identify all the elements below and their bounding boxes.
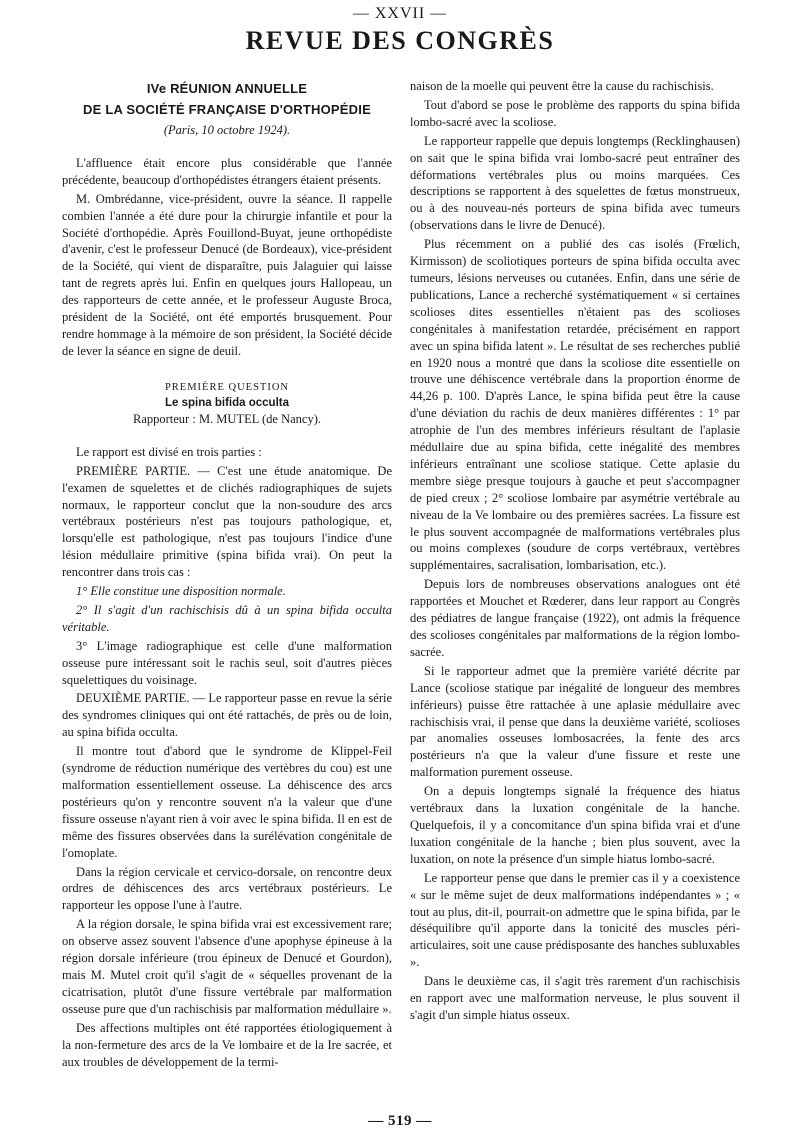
paragraph: naison de la moelle qui peuvent être la cause du rachischisis. xyxy=(410,79,714,93)
paragraph: Le rapport est divisé en trois parties : xyxy=(76,444,262,459)
paragraph: Tout d'abord se pose le problème des rapports du spina bifida lombo-sacré avec la scoliose. xyxy=(410,97,740,129)
paragraph: Si le rapporteur admet que la première variété décrite par Lance (scoliose statique par inégalité de longueur des membres inférieurs) puisse être rattachée à une aplasie médullaire avec rachischisis vrai, il pense que dans la deuxième variété, scolioses par anomalies osseuses lombosacrées, la fente des arcs postérieurs n'a que la valeur d'une fissure et reste une malformation purement osseuse. xyxy=(410,663,740,780)
list-item: 1° Elle constitue une disposition normale. xyxy=(76,584,286,599)
question-label: PREMIÈRE QUESTION xyxy=(164,381,290,393)
section-date: (Paris, 10 octobre 1924). xyxy=(163,123,291,137)
right-column xyxy=(410,78,740,1024)
paragraph: Depuis lors de nombreuses observations analogues ont été rapportées et Mouchet et Rœderer, dans leur rapport au Congrès des pédiatres de langue française (1922), ont admis la fréquence des scolioses congénitales par malformations de la région lombo-sacrée. xyxy=(410,577,740,659)
list-item: 3° L'image radiographique est celle d'une malformation osseuse pure intéressant soit le rachis seul, soit d'autres pièces squelettiques du voisinage. xyxy=(62,638,392,687)
section-title-line1: IVe RÉUNION ANNUELLE xyxy=(146,81,308,96)
paragraph: On a depuis longtemps signalé la fréquence des hiatus vertébraux dans la luxation congénitale de la hanche. Quelquefois, il y a concomitance d'un spina bifida vrai et d'une luxation congénitale de la hanche ; bien plus souvent, avec la luxation, on note la présence d'un simple hiatus lombo-sacré. xyxy=(410,784,740,866)
paragraph: L'affluence était encore plus considérable que l'année précédente, beaucoup d'orthopédistes étrangers étaient présents. xyxy=(62,155,392,187)
paragraph: Dans la région cervicale et cervico-dorsale, on rencontre deux ordres de déhiscences des arcs vertébraux postérieurs. Le rapporteur les oppose l'une à l'autre. xyxy=(62,864,392,913)
journal-title: REVUE DES CONGRÈS xyxy=(245,26,555,55)
paragraph: A la région dorsale, le spina bifida vrai est excessivement rare; on observe assez souvent l'absence d'une apophyse épineuse à la région dorsale inférieure (trou épineux de Denucé et Gourdon), mais M. Mutel croit qu'il s'agit de « séquelles provenant de la cicatrisation, plutôt d'une fissure vertébrale par malformation osseuse pure que d'un rachischisis par malformation médullaire ». xyxy=(62,917,392,1016)
paragraph: DEUXIÈME PARTIE. — Le rapporteur passe en revue la série des syndromes cliniques qui ont été rattachés, de près ou de loin, au spina bifida occulta. xyxy=(62,691,392,740)
paragraph: Le rapporteur rappelle que depuis longtemps (Recklinghausen) on sait que le spina bifida vrai lombo-sacré peut entraîner des déformations vertébrales plus ou moins marquées. Ces descriptions se rapportent à des squelettes de fœtus monstrueux, ou à des nouveau-nés porteurs de spina bifida avec tumeurs (observations dans le livre de Denucé). xyxy=(410,133,740,233)
section-title-line2: DE LA SOCIÉTÉ FRANÇAISE D'ORTHOPÉDIE xyxy=(83,102,371,117)
paragraph: Plus récemment on a publié des cas isolés (Frœlich, Kirmisson) de scoliotiques porteurs de spina bifida occulta avec tumeurs, lésions nerveuses ou cutanées. Enfin, dans une série de publications, Lance a recherché systématiquement « si certaines scolioses dites essentielles n'étaient pas des scolioses congénitales à manifestation retardée, précisément en rapport avec un spina bifida latent ». Le résultat de ses recherches publié en 1920 nous a montré que dans la scoliose dite essentielle on trouve une déhiscence vertébrale dans la proportion énorme de 44,26 p. 100. D'après Lance, le spina bifida peut être la cause d'une déviation du rachis de deux manières différentes : 1° par atrophie de l'un des membres inférieurs résultant de l'aplasie médullaire due au spina bifida, cette inégalité des membres inférieurs entraînant une scoliose statique. Cette aplasie du membre siège presque toujours à gauche et peut s'accompagner de pied creux ; 2° scoliose lombaire par asymétrie vertébrale au niveau de la Ve lombaire ou des premières sacrées. La fissure est le plus souvent accompagnée de malformations vertébrales plus ou moins complexes (soudure de corps vertébraux, vertèbres supplémentaires, sacralisation, lombarisation, etc.). xyxy=(410,237,740,573)
question-title: Le spina bifida occulta xyxy=(165,396,289,409)
paragraph: Le rapporteur pense que dans le premier cas il y a coexistence « sur le même sujet de deux malformations indépendantes » ; « tout au plus, dit-il, pourrait-on admettre que le spina bifida, par le déséquilibre qu'il apporte dans la tonicité des muscles péri-articulaires, soit une cause prédisposante des hanches subluxables ». xyxy=(410,870,740,970)
paragraph: Il montre tout d'abord que le syndrome de Klippel-Feil (syndrome de réduction numérique des vertèbres du cou) est une malformation essentiellement osseuse. La déhiscence des arcs postérieurs qu'on y rencontre souvent n'a la valeur que d'une fissure osseuse n'ayant rien à voir avec le spina bifida. Il en est de même des fissures observées dans la surélévation congénitale de l'omoplate. xyxy=(62,744,392,860)
left-column xyxy=(62,78,392,1070)
paragraph: PREMIÈRE PARTIE. — C'est une étude anatomique. De l'examen de squelettes et de clichés radiographiques de sujets normaux, le rapporteur conclut que la non-soudure des arcs vertébraux postérieurs n'est pas toujours pathologique, et, lorsqu'elle est pathologique, n'est pas toujours l'indice d'une lésion médullaire primitive (spina bifida vrai). On peut la rencontrer dans trois cas : xyxy=(62,463,392,580)
question-rapporteur: Rapporteur : M. MUTEL (de Nancy). xyxy=(132,411,322,426)
paragraph: Des affections multiples ont été rapportées étiologiquement à la non-fermeture des arcs de la Ve lombaire et de la Ire sacrée, et aux troubles de développement de la termi- xyxy=(62,1020,392,1069)
paragraph: Dans le deuxième cas, il s'agit très rarement d'un rachischisis en rapport avec une malformation nerveuse, le plus souvent il s'agit d'un simple hiatus osseux. xyxy=(410,974,740,1022)
page-roman-number: — XXVII — xyxy=(352,5,448,22)
page-number: — 519 — xyxy=(368,1113,432,1129)
list-item: 2° Il s'agit d'un rachischisis dû à un spina bifida occulta véritable. xyxy=(62,602,392,634)
paragraph: M. Ombrédanne, vice-président, ouvre la séance. Il rappelle combien l'année a été dure pour la chirurgie infantile et pour la Société d'orthopédie. Après Fouillond-Buyat, jeune orthopédiste d'avenir, c'est le professeur Denucé (de Bordeaux), vice-président de la Société, qui vient de disparaître, puis Jalaguier qui laisse tant de regrets après lui. Enfin en quelques jours Hallopeau, un des rapporteurs de cette année, et le professeur Auguste Broca, président de la Société, ont été emportés brusquement. Pour rendre hommage à la mémoire de son président, la Société décide de lever la séance en signe de deuil. xyxy=(62,191,392,358)
